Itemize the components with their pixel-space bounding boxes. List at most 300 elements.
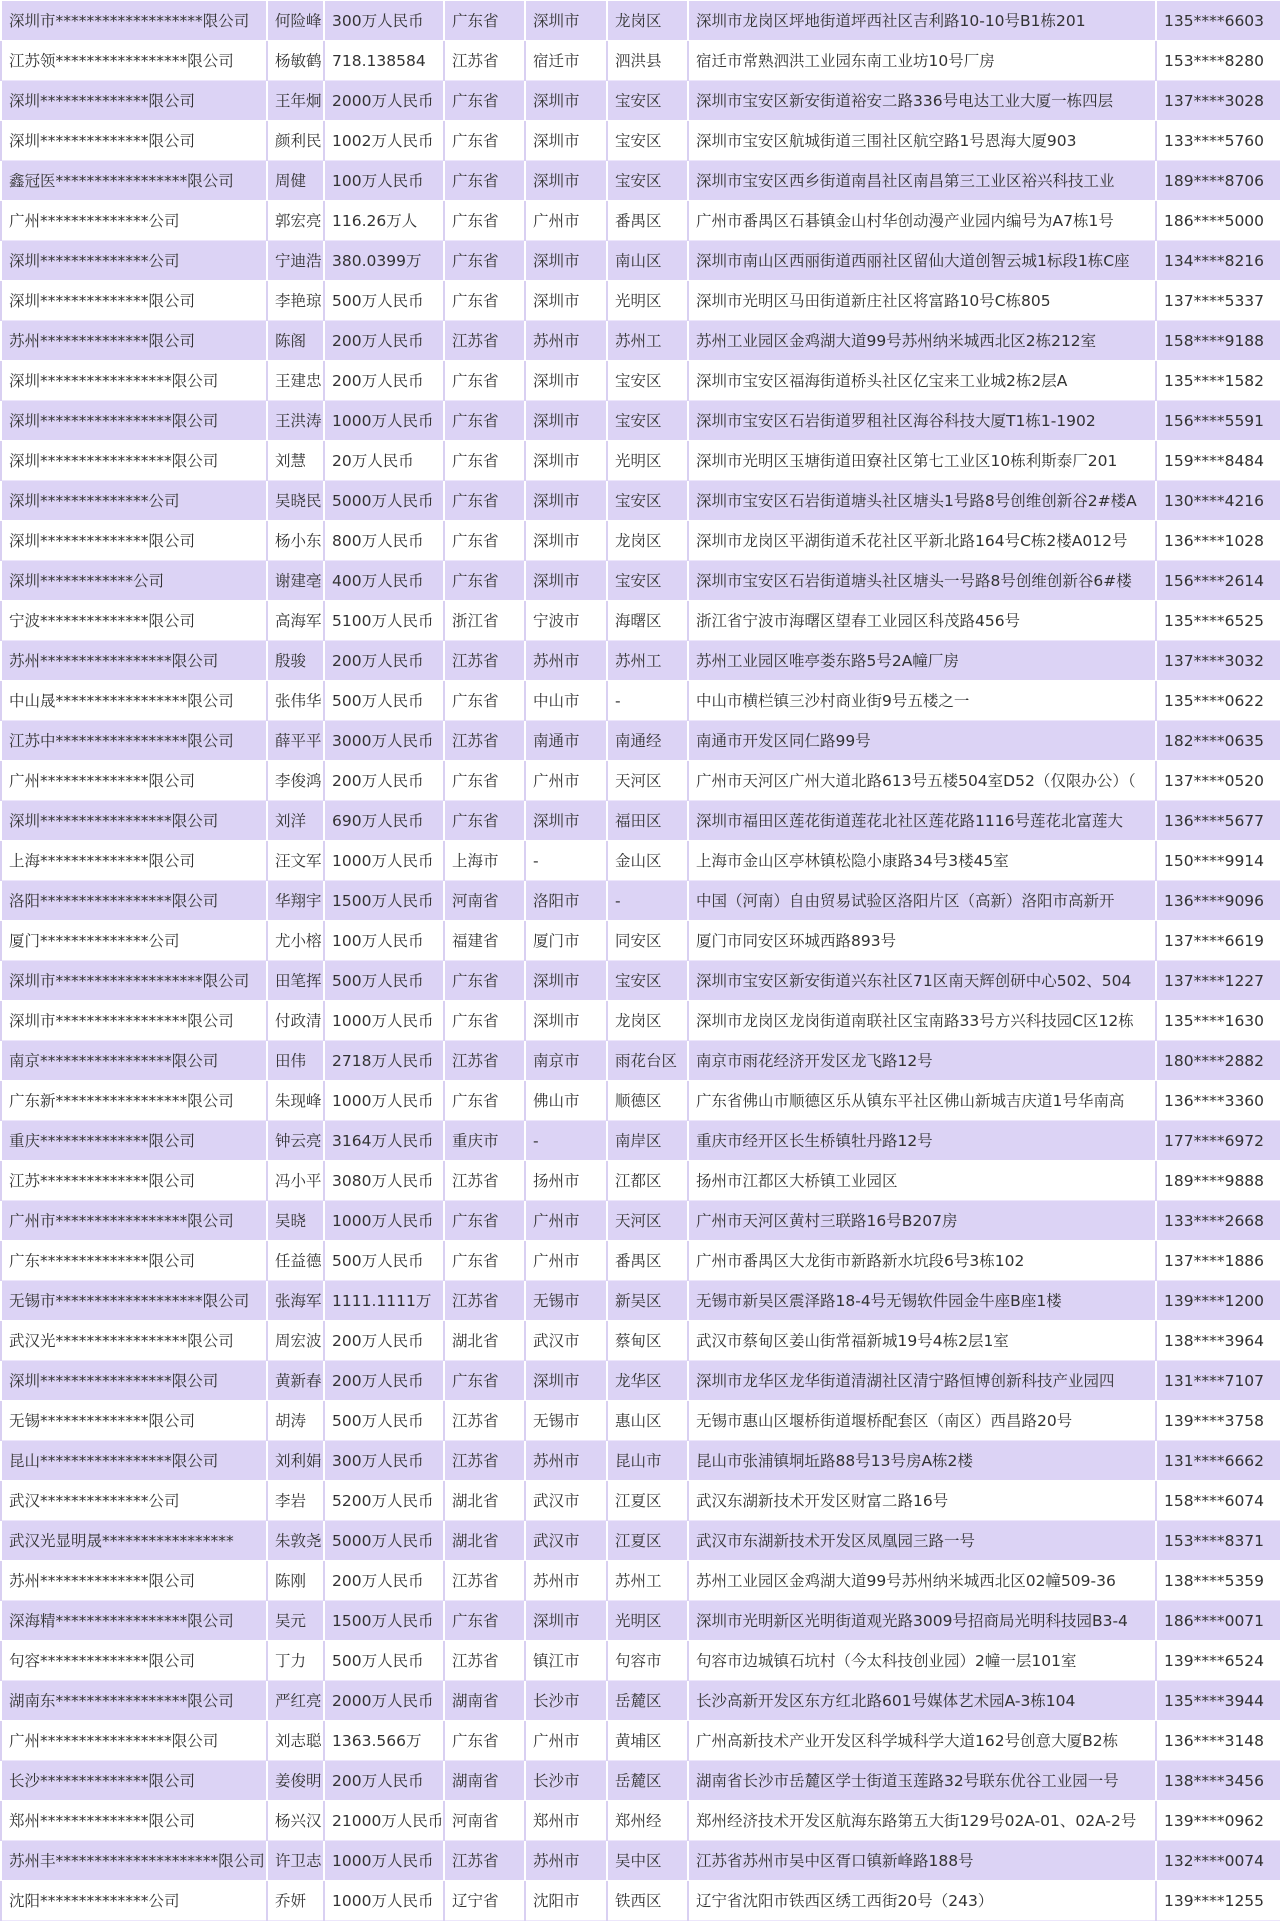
- address-cell: 广州市番禺区大龙街市新路新水坑段6号3栋102: [688, 1241, 1156, 1281]
- city-cell: 宁波市: [525, 601, 607, 641]
- district-cell: -: [607, 881, 688, 921]
- company-name-cell: 深圳**************限公司: [1, 281, 267, 321]
- phone-cell: 150****9914: [1156, 841, 1280, 881]
- address-cell: 深圳市宝安区福海街道桥头社区亿宝来工业城2栋2层A: [688, 361, 1156, 401]
- company-name-cell: 中山晟*****************限公司: [1, 681, 267, 721]
- table-row: [1, 1841, 1280, 1881]
- province-cell: 广东省: [444, 801, 525, 841]
- contact-name-cell: 谢建亳: [267, 561, 324, 601]
- province-cell: 江苏省: [444, 1561, 525, 1601]
- capital-cell: 500万人民币: [324, 961, 444, 1001]
- company-name-cell: 深海精*****************限公司: [1, 1601, 267, 1641]
- province-cell: 广东省: [444, 281, 525, 321]
- table-row: [1, 321, 1280, 361]
- province-cell: 江苏省: [444, 321, 525, 361]
- capital-cell: 1000万人民币: [324, 1201, 444, 1241]
- phone-cell: 137****5337: [1156, 281, 1280, 321]
- company-name-cell: 深圳*****************限公司: [1, 361, 267, 401]
- district-cell: 龙岗区: [607, 1001, 688, 1041]
- contact-name-cell: 陈阁: [267, 321, 324, 361]
- company-name-cell: 深圳*****************限公司: [1, 1361, 267, 1401]
- city-cell: 深圳市: [525, 361, 607, 401]
- city-cell: 扬州市: [525, 1161, 607, 1201]
- company-name-cell: 无锡市*******************限公司: [1, 1281, 267, 1321]
- city-cell: 苏州市: [525, 1441, 607, 1481]
- phone-cell: 137****1886: [1156, 1241, 1280, 1281]
- table-row: [1, 801, 1280, 841]
- address-cell: 深圳市宝安区石岩街道罗租社区海谷科技大厦T1栋1-1902: [688, 401, 1156, 441]
- capital-cell: 100万人民币: [324, 921, 444, 961]
- address-cell: 长沙高新开发区东方红北路601号媒体艺术园A-3栋104: [688, 1681, 1156, 1721]
- address-cell: 深圳市宝安区西乡街道南昌社区南昌第三工业区裕兴科技工业: [688, 161, 1156, 201]
- district-cell: 蔡甸区: [607, 1321, 688, 1361]
- table-row: [1, 1281, 1280, 1321]
- address-cell: 句容市边城镇石坑村（今太科技创业园）2幢一层101室: [688, 1641, 1156, 1681]
- province-cell: 广东省: [444, 81, 525, 121]
- district-cell: 金山区: [607, 841, 688, 881]
- city-cell: 郑州市: [525, 1801, 607, 1841]
- city-cell: 洛阳市: [525, 881, 607, 921]
- company-name-cell: 江苏中*****************限公司: [1, 721, 267, 761]
- capital-cell: 200万人民币: [324, 1561, 444, 1601]
- province-cell: 广东省: [444, 1201, 525, 1241]
- province-cell: 湖南省: [444, 1681, 525, 1721]
- address-cell: 辽宁省沈阳市铁西区绣工西街20号（243）: [688, 1881, 1156, 1921]
- company-name-cell: 苏州丰*********************限公司: [1, 1841, 267, 1881]
- table-row: [1, 1001, 1280, 1041]
- company-name-cell: 南京*****************限公司: [1, 1041, 267, 1081]
- company-name-cell: 鑫冠医*****************限公司: [1, 161, 267, 201]
- province-cell: 上海市: [444, 841, 525, 881]
- district-cell: 南岸区: [607, 1121, 688, 1161]
- city-cell: 苏州市: [525, 1841, 607, 1881]
- contact-name-cell: 吴元: [267, 1601, 324, 1641]
- district-cell: 宝安区: [607, 161, 688, 201]
- table-row: [1, 241, 1280, 281]
- capital-cell: 500万人民币: [324, 1641, 444, 1681]
- phone-cell: 186****5000: [1156, 201, 1280, 241]
- capital-cell: 380.0399万: [324, 241, 444, 281]
- capital-cell: 200万人民币: [324, 1321, 444, 1361]
- district-cell: 江夏区: [607, 1481, 688, 1521]
- district-cell: 光明区: [607, 1601, 688, 1641]
- contact-name-cell: 颜利民: [267, 121, 324, 161]
- address-cell: 广州高新技术产业开发区科学城科学大道162号创意大厦B2栋: [688, 1721, 1156, 1761]
- address-cell: 江苏省苏州市吴中区胥口镇新峰路188号: [688, 1841, 1156, 1881]
- contact-name-cell: 王年炯: [267, 81, 324, 121]
- table-row: [1, 401, 1280, 441]
- company-name-cell: 广东**************限公司: [1, 1241, 267, 1281]
- address-cell: 武汉东湖新技术开发区财富二路16号: [688, 1481, 1156, 1521]
- city-cell: 深圳市: [525, 801, 607, 841]
- capital-cell: 690万人民币: [324, 801, 444, 841]
- table-row: [1, 961, 1280, 1001]
- company-name-cell: 深圳**************限公司: [1, 121, 267, 161]
- phone-cell: 135****1582: [1156, 361, 1280, 401]
- contact-name-cell: 华翔宇: [267, 881, 324, 921]
- table-row: [1, 681, 1280, 721]
- province-cell: 广东省: [444, 1601, 525, 1641]
- district-cell: 光明区: [607, 441, 688, 481]
- address-cell: 无锡市新吴区震泽路18-4号无锡软件园金牛座B座1楼: [688, 1281, 1156, 1321]
- district-cell: 天河区: [607, 761, 688, 801]
- company-name-cell: 沈阳**************公司: [1, 1881, 267, 1921]
- province-cell: 江苏省: [444, 1441, 525, 1481]
- province-cell: 广东省: [444, 521, 525, 561]
- address-cell: 南京市雨花经济开发区龙飞路12号: [688, 1041, 1156, 1081]
- district-cell: 雨花台区: [607, 1041, 688, 1081]
- phone-cell: 182****0635: [1156, 721, 1280, 761]
- city-cell: 深圳市: [525, 1, 607, 41]
- city-cell: 镇江市: [525, 1641, 607, 1681]
- capital-cell: 400万人民币: [324, 561, 444, 601]
- company-name-cell: 深圳**************限公司: [1, 81, 267, 121]
- company-name-cell: 武汉光显明晟*****************: [1, 1521, 267, 1561]
- company-name-cell: 重庆**************限公司: [1, 1121, 267, 1161]
- city-cell: 深圳市: [525, 401, 607, 441]
- phone-cell: 137****1227: [1156, 961, 1280, 1001]
- table-row: [1, 1081, 1280, 1121]
- phone-cell: 138****5359: [1156, 1561, 1280, 1601]
- city-cell: 厦门市: [525, 921, 607, 961]
- phone-cell: 139****3758: [1156, 1401, 1280, 1441]
- phone-cell: 139****1200: [1156, 1281, 1280, 1321]
- contact-name-cell: 刘志聪: [267, 1721, 324, 1761]
- capital-cell: 21000万人民币: [324, 1801, 444, 1841]
- company-name-cell: 广东新*****************限公司: [1, 1081, 267, 1121]
- address-cell: 深圳市宝安区石岩街道塘头社区塘头一号路8号创维创新谷6#楼: [688, 561, 1156, 601]
- company-name-cell: 深圳市*******************限公司: [1, 961, 267, 1001]
- capital-cell: 200万人民币: [324, 641, 444, 681]
- province-cell: 广东省: [444, 961, 525, 1001]
- district-cell: 福田区: [607, 801, 688, 841]
- capital-cell: 5100万人民币: [324, 601, 444, 641]
- capital-cell: 718.138584: [324, 41, 444, 81]
- company-name-cell: 苏州**************限公司: [1, 1561, 267, 1601]
- capital-cell: 500万人民币: [324, 681, 444, 721]
- address-cell: 武汉市蔡甸区姜山街常福新城19号4栋2层1室: [688, 1321, 1156, 1361]
- district-cell: 江都区: [607, 1161, 688, 1201]
- capital-cell: 200万人民币: [324, 1361, 444, 1401]
- city-cell: 宿迁市: [525, 41, 607, 81]
- address-cell: 深圳市宝安区新安街道兴东社区71区南天辉创研中心502、504: [688, 961, 1156, 1001]
- contact-name-cell: 郭宏亮: [267, 201, 324, 241]
- district-cell: 句容市: [607, 1641, 688, 1681]
- district-cell: 铁西区: [607, 1881, 688, 1921]
- table-row: [1, 161, 1280, 201]
- district-cell: 宝安区: [607, 121, 688, 161]
- capital-cell: 116.26万人: [324, 201, 444, 241]
- contact-name-cell: 吴晓: [267, 1201, 324, 1241]
- address-cell: 深圳市龙岗区坪地街道坪西社区吉利路10-10号B1栋201: [688, 1, 1156, 41]
- phone-cell: 134****8216: [1156, 241, 1280, 281]
- phone-cell: 137****6619: [1156, 921, 1280, 961]
- contact-name-cell: 付政清: [267, 1001, 324, 1041]
- address-cell: 深圳市龙岗区龙岗街道南联社区宝南路33号方兴科技园C区12栋: [688, 1001, 1156, 1041]
- district-cell: 江夏区: [607, 1521, 688, 1561]
- capital-cell: 1363.566万: [324, 1721, 444, 1761]
- address-cell: 苏州工业园区金鸡湖大道99号苏州纳米城西北区2栋212室: [688, 321, 1156, 361]
- contact-name-cell: 朱现峰: [267, 1081, 324, 1121]
- contact-name-cell: 丁力: [267, 1641, 324, 1681]
- company-name-cell: 洛阳*****************限公司: [1, 881, 267, 921]
- district-cell: 宝安区: [607, 961, 688, 1001]
- city-cell: 深圳市: [525, 161, 607, 201]
- city-cell: 深圳市: [525, 561, 607, 601]
- company-name-cell: 上海**************限公司: [1, 841, 267, 881]
- district-cell: -: [607, 681, 688, 721]
- city-cell: 深圳市: [525, 961, 607, 1001]
- address-cell: 湖南省长沙市岳麓区学士街道玉莲路32号联东优谷工业园一号: [688, 1761, 1156, 1801]
- province-cell: 广东省: [444, 241, 525, 281]
- province-cell: 江苏省: [444, 1041, 525, 1081]
- table-row: [1, 1321, 1280, 1361]
- contact-name-cell: 高海军: [267, 601, 324, 641]
- phone-cell: 139****0962: [1156, 1801, 1280, 1841]
- province-cell: 广东省: [444, 561, 525, 601]
- phone-cell: 138****3964: [1156, 1321, 1280, 1361]
- province-cell: 湖北省: [444, 1321, 525, 1361]
- address-cell: 深圳市光明新区光明街道观光路3009号招商局光明科技园B3-4: [688, 1601, 1156, 1641]
- city-cell: 南通市: [525, 721, 607, 761]
- city-cell: 深圳市: [525, 81, 607, 121]
- table-row: [1, 281, 1280, 321]
- company-name-cell: 深圳*****************限公司: [1, 401, 267, 441]
- district-cell: 泗洪县: [607, 41, 688, 81]
- table-row: [1, 521, 1280, 561]
- table-row: [1, 1241, 1280, 1281]
- province-cell: 辽宁省: [444, 1881, 525, 1921]
- table-row: [1, 1121, 1280, 1161]
- phone-cell: 135****0622: [1156, 681, 1280, 721]
- district-cell: 新吴区: [607, 1281, 688, 1321]
- table-row: [1, 1481, 1280, 1521]
- district-cell: 天河区: [607, 1201, 688, 1241]
- phone-cell: 131****6662: [1156, 1441, 1280, 1481]
- district-cell: 龙华区: [607, 1361, 688, 1401]
- province-cell: 河南省: [444, 881, 525, 921]
- address-cell: 广州市番禺区石碁镇金山村华创动漫产业园内编号为A7栋1号: [688, 201, 1156, 241]
- province-cell: 江苏省: [444, 1161, 525, 1201]
- address-cell: 中国（河南）自由贸易试验区洛阳片区（高新）洛阳市高新开: [688, 881, 1156, 921]
- capital-cell: 2718万人民币: [324, 1041, 444, 1081]
- address-cell: 深圳市光明区马田街道新庄社区将富路10号C栋805: [688, 281, 1156, 321]
- city-cell: 深圳市: [525, 241, 607, 281]
- province-cell: 广东省: [444, 681, 525, 721]
- address-cell: 深圳市南山区西丽街道西丽社区留仙大道创智云城1标段1栋C座: [688, 241, 1156, 281]
- contact-name-cell: 王建忠: [267, 361, 324, 401]
- contact-name-cell: 张海军: [267, 1281, 324, 1321]
- province-cell: 广东省: [444, 481, 525, 521]
- phone-cell: 130****4216: [1156, 481, 1280, 521]
- phone-cell: 136****5677: [1156, 801, 1280, 841]
- company-name-cell: 厦门**************公司: [1, 921, 267, 961]
- phone-cell: 136****9096: [1156, 881, 1280, 921]
- province-cell: 湖南省: [444, 1761, 525, 1801]
- capital-cell: 500万人民币: [324, 1241, 444, 1281]
- phone-cell: 158****6074: [1156, 1481, 1280, 1521]
- contact-name-cell: 薛平平: [267, 721, 324, 761]
- district-cell: 龙岗区: [607, 1, 688, 41]
- table-row: [1, 601, 1280, 641]
- table-row: [1, 1561, 1280, 1601]
- province-cell: 湖北省: [444, 1481, 525, 1521]
- province-cell: 湖北省: [444, 1521, 525, 1561]
- province-cell: 广东省: [444, 1081, 525, 1121]
- capital-cell: 5200万人民币: [324, 1481, 444, 1521]
- company-name-cell: 苏州*****************限公司: [1, 641, 267, 681]
- table-row: [1, 1881, 1280, 1921]
- city-cell: 苏州市: [525, 321, 607, 361]
- province-cell: 江苏省: [444, 41, 525, 81]
- capital-cell: 1000万人民币: [324, 1081, 444, 1121]
- phone-cell: 156****2614: [1156, 561, 1280, 601]
- capital-cell: 1000万人民币: [324, 1841, 444, 1881]
- province-cell: 广东省: [444, 1241, 525, 1281]
- contact-name-cell: 钟云亮: [267, 1121, 324, 1161]
- address-cell: 昆山市张浦镇垌坵路88号13号房A栋2楼: [688, 1441, 1156, 1481]
- phone-cell: 180****2882: [1156, 1041, 1280, 1081]
- district-cell: 番禺区: [607, 1241, 688, 1281]
- capital-cell: 1500万人民币: [324, 1601, 444, 1641]
- capital-cell: 500万人民币: [324, 281, 444, 321]
- district-cell: 苏州工: [607, 1561, 688, 1601]
- contact-name-cell: 周健: [267, 161, 324, 201]
- address-cell: 深圳市福田区莲花街道莲花北社区莲花路1116号莲花北富莲大: [688, 801, 1156, 841]
- company-name-cell: 郑州**************限公司: [1, 1801, 267, 1841]
- table-row: [1, 1721, 1280, 1761]
- province-cell: 广东省: [444, 121, 525, 161]
- district-cell: 南通经: [607, 721, 688, 761]
- contact-name-cell: 姜俊明: [267, 1761, 324, 1801]
- table-row: [1, 201, 1280, 241]
- table-row: [1, 481, 1280, 521]
- capital-cell: 3080万人民币: [324, 1161, 444, 1201]
- address-cell: 扬州市江都区大桥镇工业园区: [688, 1161, 1156, 1201]
- district-cell: 惠山区: [607, 1401, 688, 1441]
- company-name-cell: 广州*****************限公司: [1, 1721, 267, 1761]
- contact-name-cell: 任益德: [267, 1241, 324, 1281]
- contact-name-cell: 乔妍: [267, 1881, 324, 1921]
- province-cell: 江苏省: [444, 721, 525, 761]
- phone-cell: 156****5591: [1156, 401, 1280, 441]
- phone-cell: 133****2668: [1156, 1201, 1280, 1241]
- company-name-cell: 长沙**************限公司: [1, 1761, 267, 1801]
- phone-cell: 132****0074: [1156, 1841, 1280, 1881]
- company-name-cell: 苏州**************限公司: [1, 321, 267, 361]
- capital-cell: 200万人民币: [324, 761, 444, 801]
- city-cell: 深圳市: [525, 441, 607, 481]
- city-cell: 深圳市: [525, 1601, 607, 1641]
- company-name-cell: 深圳*****************限公司: [1, 441, 267, 481]
- phone-cell: 136****3360: [1156, 1081, 1280, 1121]
- address-cell: 深圳市宝安区石岩街道塘头社区塘头1号路8号创维创新谷2#楼A: [688, 481, 1156, 521]
- province-cell: 江苏省: [444, 641, 525, 681]
- contact-name-cell: 杨敏鹤: [267, 41, 324, 81]
- contact-name-cell: 殷骏: [267, 641, 324, 681]
- district-cell: 苏州工: [607, 641, 688, 681]
- phone-cell: 136****1028: [1156, 521, 1280, 561]
- address-cell: 南通市开发区同仁路99号: [688, 721, 1156, 761]
- contact-name-cell: 何险峰: [267, 1, 324, 41]
- district-cell: 宝安区: [607, 361, 688, 401]
- city-cell: 佛山市: [525, 1081, 607, 1121]
- city-cell: 广州市: [525, 1241, 607, 1281]
- phone-cell: 153****8280: [1156, 41, 1280, 81]
- district-cell: 海曙区: [607, 601, 688, 641]
- contact-name-cell: 汪文军: [267, 841, 324, 881]
- province-cell: 广东省: [444, 201, 525, 241]
- contact-name-cell: 张伟华: [267, 681, 324, 721]
- district-cell: 宝安区: [607, 561, 688, 601]
- province-cell: 江苏省: [444, 1401, 525, 1441]
- address-cell: 郑州经济技术开发区航海东路第五大街129号02A-01、02A-2号: [688, 1801, 1156, 1841]
- city-cell: -: [525, 841, 607, 881]
- capital-cell: 3164万人民币: [324, 1121, 444, 1161]
- address-cell: 广州市天河区广州大道北路613号五楼504室D52（仅限办公）（: [688, 761, 1156, 801]
- company-name-cell: 武汉**************公司: [1, 1481, 267, 1521]
- phone-cell: 138****3456: [1156, 1761, 1280, 1801]
- province-cell: 广东省: [444, 1001, 525, 1041]
- district-cell: 宝安区: [607, 481, 688, 521]
- table-row: [1, 1, 1280, 41]
- table-row: [1, 761, 1280, 801]
- city-cell: 广州市: [525, 1721, 607, 1761]
- contact-name-cell: 陈刚: [267, 1561, 324, 1601]
- city-cell: 武汉市: [525, 1481, 607, 1521]
- address-cell: 苏州工业园区金鸡湖大道99号苏州纳米城西北区02幢509-36: [688, 1561, 1156, 1601]
- city-cell: 苏州市: [525, 641, 607, 681]
- address-cell: 广州市天河区黄村三联路16号B207房: [688, 1201, 1156, 1241]
- capital-cell: 300万人民币: [324, 1441, 444, 1481]
- city-cell: 广州市: [525, 1201, 607, 1241]
- capital-cell: 3000万人民币: [324, 721, 444, 761]
- company-name-cell: 昆山*****************限公司: [1, 1441, 267, 1481]
- address-cell: 浙江省宁波市海曙区望春工业园区科茂路456号: [688, 601, 1156, 641]
- company-name-cell: 深圳**************公司: [1, 481, 267, 521]
- capital-cell: 800万人民币: [324, 521, 444, 561]
- province-cell: 广东省: [444, 1, 525, 41]
- phone-cell: 189****8706: [1156, 161, 1280, 201]
- company-name-cell: 宁波**************限公司: [1, 601, 267, 641]
- contact-name-cell: 吴晓民: [267, 481, 324, 521]
- company-name-cell: 深圳市*******************限公司: [1, 1, 267, 41]
- district-cell: 宝安区: [607, 81, 688, 121]
- table-row: [1, 121, 1280, 161]
- contact-name-cell: 刘洋: [267, 801, 324, 841]
- company-name-cell: 深圳市*****************限公司: [1, 1001, 267, 1041]
- contact-name-cell: 黄新春: [267, 1361, 324, 1401]
- table-row: [1, 641, 1280, 681]
- phone-cell: 153****8371: [1156, 1521, 1280, 1561]
- city-cell: 沈阳市: [525, 1881, 607, 1921]
- city-cell: 深圳市: [525, 1001, 607, 1041]
- table-row: [1, 361, 1280, 401]
- address-cell: 广东省佛山市顺德区乐从镇东平社区佛山新城吉庆道1号华南高: [688, 1081, 1156, 1121]
- table-row: [1, 1201, 1280, 1241]
- city-cell: -: [525, 1121, 607, 1161]
- province-cell: 广东省: [444, 1721, 525, 1761]
- province-cell: 江苏省: [444, 1281, 525, 1321]
- district-cell: 吴中区: [607, 1841, 688, 1881]
- company-name-cell: 句容**************限公司: [1, 1641, 267, 1681]
- table-row: [1, 1681, 1280, 1721]
- phone-cell: 189****9888: [1156, 1161, 1280, 1201]
- city-cell: 深圳市: [525, 521, 607, 561]
- province-cell: 浙江省: [444, 601, 525, 641]
- city-cell: 武汉市: [525, 1521, 607, 1561]
- company-name-cell: 深圳*****************限公司: [1, 801, 267, 841]
